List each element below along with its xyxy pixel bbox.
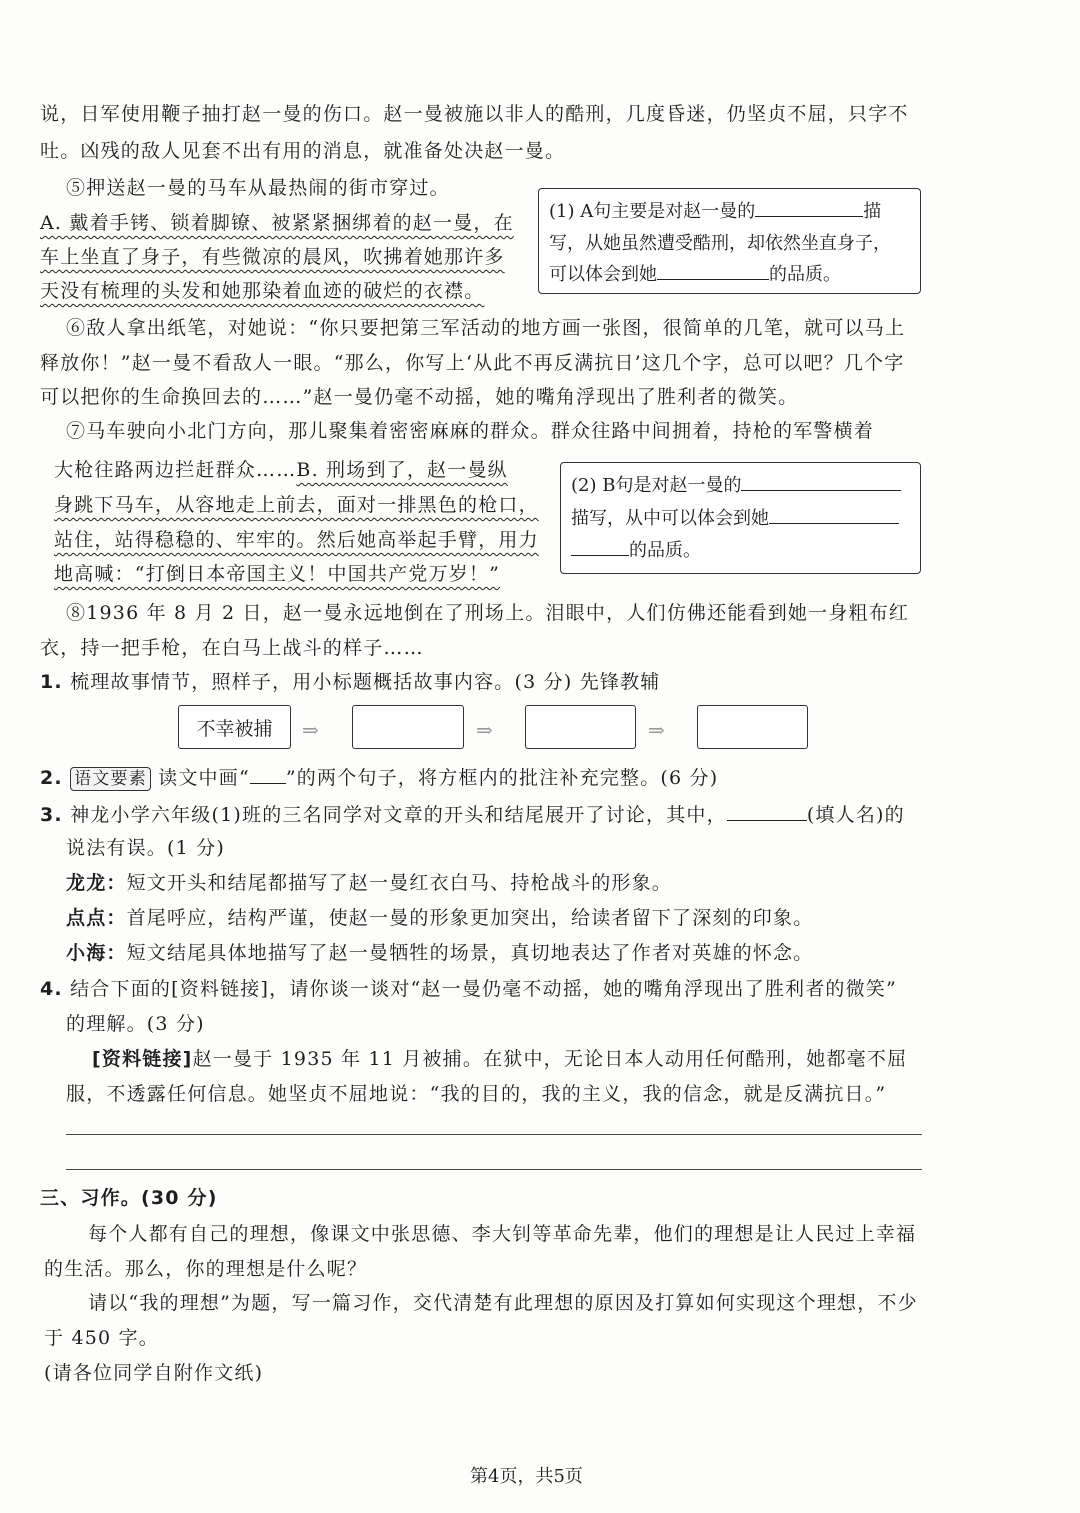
blank-line[interactable] <box>657 259 769 280</box>
passage-line: ⑤押送赵一曼的马车从最热闹的街市穿过。 <box>66 177 450 199</box>
writing-prompt: 每个人都有自己的理想，像课文中张思德、李大钊等革命先辈，他们的理想是让人民过上幸福 <box>88 1223 917 1245</box>
flow-box-4[interactable] <box>697 705 808 749</box>
underlined-sentence-a: 车上坐直了身子，有些微凉的晨风，吹拂着她那许多 <box>40 246 505 268</box>
question-number: 3. <box>40 804 63 826</box>
student-opinion: 短文结尾具体地描写了赵一曼牺牲的场景，真切地表达了作者对英雄的怀念。 <box>126 942 814 964</box>
answer-line[interactable] <box>66 1134 922 1135</box>
flow-box-2[interactable] <box>352 705 464 749</box>
writing-note: (请各位同学自附作文纸) <box>44 1362 264 1384</box>
note-a-text: 可以体会到她 <box>549 264 657 285</box>
underlined-sentence-a: A. 戴着手铐、锁着脚镣、被紧紧捆绑着的赵一曼，在 <box>40 212 514 234</box>
passage-text: 大枪往路两边拦赶群众…… <box>54 459 297 481</box>
question-text: 结合下面的[资料链接]，请你谈一谈对“赵一曼仍毫不动摇，她的嘴角浮现出了胜利者的微笑” <box>70 978 897 1000</box>
question-text: (填人名)的 <box>806 804 905 826</box>
flow-box-1 <box>178 705 291 749</box>
material-link-label: [资料链接] <box>92 1048 193 1070</box>
material-link-text: 服，不透露任何信息。她坚贞不屈地说：“我的目的，我的主义，我的信念，就是反满抗日。” <box>66 1083 887 1105</box>
note-b-text: 的品质。 <box>629 540 701 561</box>
underlined-sentence-b: B. 刑场到了，赵一曼纵 <box>296 459 508 481</box>
student-name: 小海： <box>66 942 127 964</box>
question-number: 4. <box>40 978 63 1000</box>
question-text: 梳理故事情节，照样子，用小标题概括故事内容。(3 分) 先锋教辅 <box>70 671 661 693</box>
blank-line[interactable] <box>741 470 901 491</box>
student-name: 点点： <box>66 907 127 929</box>
student-name: 龙龙： <box>66 872 127 894</box>
passage-line: ⑥敌人拿出纸笔，对她说：“你只要把第三军活动的地方画一张图，很简单的几笔，就可以马上 <box>66 317 906 339</box>
passage-line: 说，日军使用鞭子抽打赵一曼的伤口。赵一曼被施以非人的酷刑，几度昏迷，仍坚贞不屈，只字不 <box>40 103 909 125</box>
student-opinion: 短文开头和结尾都描写了赵一曼红衣白马、持枪战斗的形象。 <box>126 872 673 894</box>
underline-sample <box>250 769 286 784</box>
flow-box-label: 不幸被捕 <box>196 717 273 740</box>
blank-line[interactable] <box>727 800 807 821</box>
passage-line: 可以把你的生命换回去的……”赵一曼仍毫不动摇，她的嘴角浮现出了胜利者的微笑。 <box>40 386 799 408</box>
question-text: 神龙小学六年级(1)班的三名同学对文章的开头和结尾展开了讨论，其中， <box>70 804 727 826</box>
question-number: 2. <box>40 767 63 789</box>
note-a-text: (1) A句主要是对赵一曼的 <box>549 201 756 222</box>
question-text: 读文中画“ <box>158 767 250 789</box>
question-text: ”的两个句子，将方框内的批注补充完整。(6 分) <box>285 767 719 789</box>
flow-box-answer[interactable] <box>698 706 807 748</box>
note-a-text: 写，从她虽然遭受酷刑，却依然坐直身子， <box>549 233 891 254</box>
flow-box-answer[interactable] <box>353 706 463 748</box>
passage-line: 衣，持一把手枪，在白马上战斗的样子…… <box>40 637 424 659</box>
passage-line: ⑦马车驶向小北门方向，那儿聚集着密密麻麻的群众。群众往路中间拥着，持枪的军警横着 <box>66 420 875 442</box>
annotation-box-b <box>560 462 921 574</box>
student-opinion: 首尾呼应，结构严谨，使赵一曼的形象更加突出，给读者留下了深刻的印象。 <box>126 907 814 929</box>
passage-line: ⑧1936 年 8 月 2 日，赵一曼永远地倒在了刑场上。泪眼中，人们仿佛还能看到她一身粗布红 <box>66 602 910 624</box>
blank-line[interactable] <box>769 503 899 524</box>
language-element-tag: 语文要素 <box>70 767 151 791</box>
underlined-sentence-b: 身跳下马车，从容地走上前去，面对一排黑色的枪口， <box>54 494 539 516</box>
answer-line[interactable] <box>66 1169 922 1170</box>
annotation-box-a <box>538 188 921 294</box>
blank-line[interactable] <box>755 196 863 217</box>
writing-prompt: 于 450 字。 <box>44 1327 159 1349</box>
section-heading: 三、习作。(30 分) <box>40 1187 218 1209</box>
question-number: 1. <box>40 671 63 693</box>
double-arrow-icon: ⇒ <box>476 718 493 742</box>
double-arrow-icon: ⇒ <box>648 718 665 742</box>
note-a-text: 的品质。 <box>769 264 841 285</box>
underlined-sentence-a: 天没有梳理的头发和她那染着血迹的破烂的衣襟。 <box>40 280 485 302</box>
writing-prompt: 请以“我的理想”为题，写一篇习作，交代清楚有此理想的原因及打算如何实现这个理想，不少 <box>88 1292 918 1314</box>
question-text: 的理解。(3 分) <box>66 1013 205 1035</box>
underlined-sentence-b: 地高喊：“打倒日本帝国主义！中国共产党万岁！” <box>54 563 501 585</box>
flow-box-answer[interactable] <box>526 706 635 748</box>
passage-line: 吐。凶残的敌人见套不出有用的消息，就准备处决赵一曼。 <box>40 140 566 162</box>
double-arrow-icon: ⇒ <box>302 718 319 742</box>
writing-prompt: 的生活。那么，你的理想是什么呢？ <box>44 1258 368 1280</box>
passage-line: 释放你！”赵一曼不看敌人一眼。“那么，你写上‘从此不再反满抗日’这几个字，总可以吧？几个字 <box>40 352 905 374</box>
blank-line[interactable] <box>571 535 629 556</box>
note-a-text: 描 <box>863 201 882 222</box>
flow-box-3[interactable] <box>525 705 636 749</box>
note-b-text: 描写，从中可以体会到她 <box>571 508 769 529</box>
page-number: 第4页，共5页 <box>470 1466 583 1487</box>
material-link-text: 赵一曼于 1935 年 11 月被捕。在狱中，无论日本人动用任何酷刑，她都毫不屈 <box>192 1048 908 1070</box>
underlined-sentence-b: 站住，站得稳稳的、牢牢的。然后她高举起手臂，用力 <box>54 529 539 551</box>
note-b-text: (2) B句是对赵一曼的 <box>571 475 742 496</box>
question-text: 说法有误。(1 分) <box>66 837 225 859</box>
